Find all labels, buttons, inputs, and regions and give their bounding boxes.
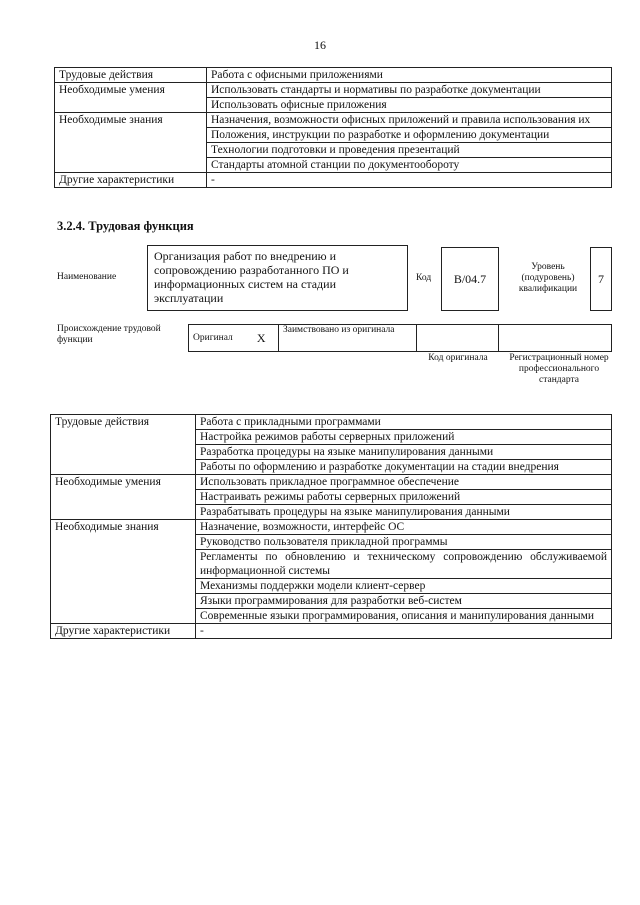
name-value-box: [147, 245, 408, 311]
original-mark: X: [245, 325, 279, 352]
table-row: [55, 83, 612, 98]
table-cell: Стандарты атомной станции по документообороту: [207, 158, 612, 173]
table-cell: Языки программирования для разработки веб-систем: [196, 594, 612, 609]
table-cell: -: [207, 173, 612, 188]
table-row: [55, 113, 612, 128]
table-cell: Работа с прикладными программами: [196, 415, 612, 430]
table-cell: Назначения, возможности офисных приложений и правила использования их: [207, 113, 612, 128]
table-cell: Регламенты по обновлению и техническому сопровождению обслуживаемой информационной системы: [196, 550, 612, 579]
table-row: [55, 68, 612, 83]
table-row: [51, 415, 612, 430]
row-label: Необходимые знания: [55, 113, 207, 173]
table-cell: Работы по оформлению и разработке документации на стадии внедрения: [196, 460, 612, 475]
table-cell: Разработка процедуры на языке манипулирования данными: [196, 445, 612, 460]
table-row: [51, 475, 612, 490]
original-label: Оригинал: [189, 325, 245, 352]
row-label: Трудовые действия: [51, 415, 196, 475]
section-heading: 3.2.4. Трудовая функция: [57, 219, 194, 233]
table-cell: Назначение, возможности, интерфейс ОС: [196, 520, 612, 535]
row-label: Необходимые умения: [55, 83, 207, 113]
table-cell: Использовать стандарты и нормативы по разработке документации: [207, 83, 612, 98]
table-cell: Работа с офисными приложениями: [207, 68, 612, 83]
table-cell: Настраивать режимы работы серверных приложений: [196, 490, 612, 505]
code-caption: Код оригинала: [428, 353, 488, 363]
row-label: Другие характеристики: [51, 624, 196, 639]
table-row: [55, 173, 612, 188]
table-cell: Положения, инструкции по разработке и оформлению документации: [207, 128, 612, 143]
origin-reg-cell: [499, 325, 612, 352]
table-cell: Настройка режимов работы серверных приложений: [196, 430, 612, 445]
table-cell: Технологии подготовки и проведения презентаций: [207, 143, 612, 158]
qualification-level: 7: [598, 271, 604, 286]
table-cell: Использовать прикладное программное обеспечение: [196, 475, 612, 490]
table-cell: Разрабатывать процедуры на языке манипулирования данными: [196, 505, 612, 520]
top-table: [54, 67, 612, 188]
table-row: [51, 520, 612, 535]
level-label: Уровень (подуровень) квалификации: [518, 262, 578, 294]
origin-table: [188, 324, 612, 352]
borrowed-label: Заимствовано из оригинала: [279, 325, 417, 352]
function-code: B/04.7: [453, 271, 487, 286]
table-cell: Руководство пользователя прикладной программы: [196, 535, 612, 550]
table-cell: Механизмы поддержки модели клиент-сервер: [196, 579, 612, 594]
name-label: Наименование: [57, 272, 117, 282]
code-label: Код: [416, 273, 432, 283]
table-cell: Современные языки программирования, описания и манипулирования данными: [196, 609, 612, 624]
function-name: Организация работ по внедрению и сопровождению разработанного ПО и информационных систем на стадии эксплуатации: [154, 249, 349, 305]
page-number: 16: [314, 38, 326, 52]
origin-code-cell: [417, 325, 499, 352]
table-row: [51, 624, 612, 639]
code-value-box: [441, 247, 499, 311]
row-label: Трудовые действия: [55, 68, 207, 83]
row-label: Другие характеристики: [55, 173, 207, 188]
row-label: Необходимые знания: [51, 520, 196, 624]
row-label: Необходимые умения: [51, 475, 196, 520]
level-value-box: [590, 247, 612, 311]
main-table: [50, 414, 612, 639]
origin-label: Происхождение трудовой функции: [57, 324, 161, 345]
table-cell: -: [196, 624, 612, 639]
table-cell: Использовать офисные приложения: [207, 98, 612, 113]
reg-caption: Регистрационный номер профессионального стандарта: [509, 353, 609, 385]
table-row: [189, 325, 612, 352]
